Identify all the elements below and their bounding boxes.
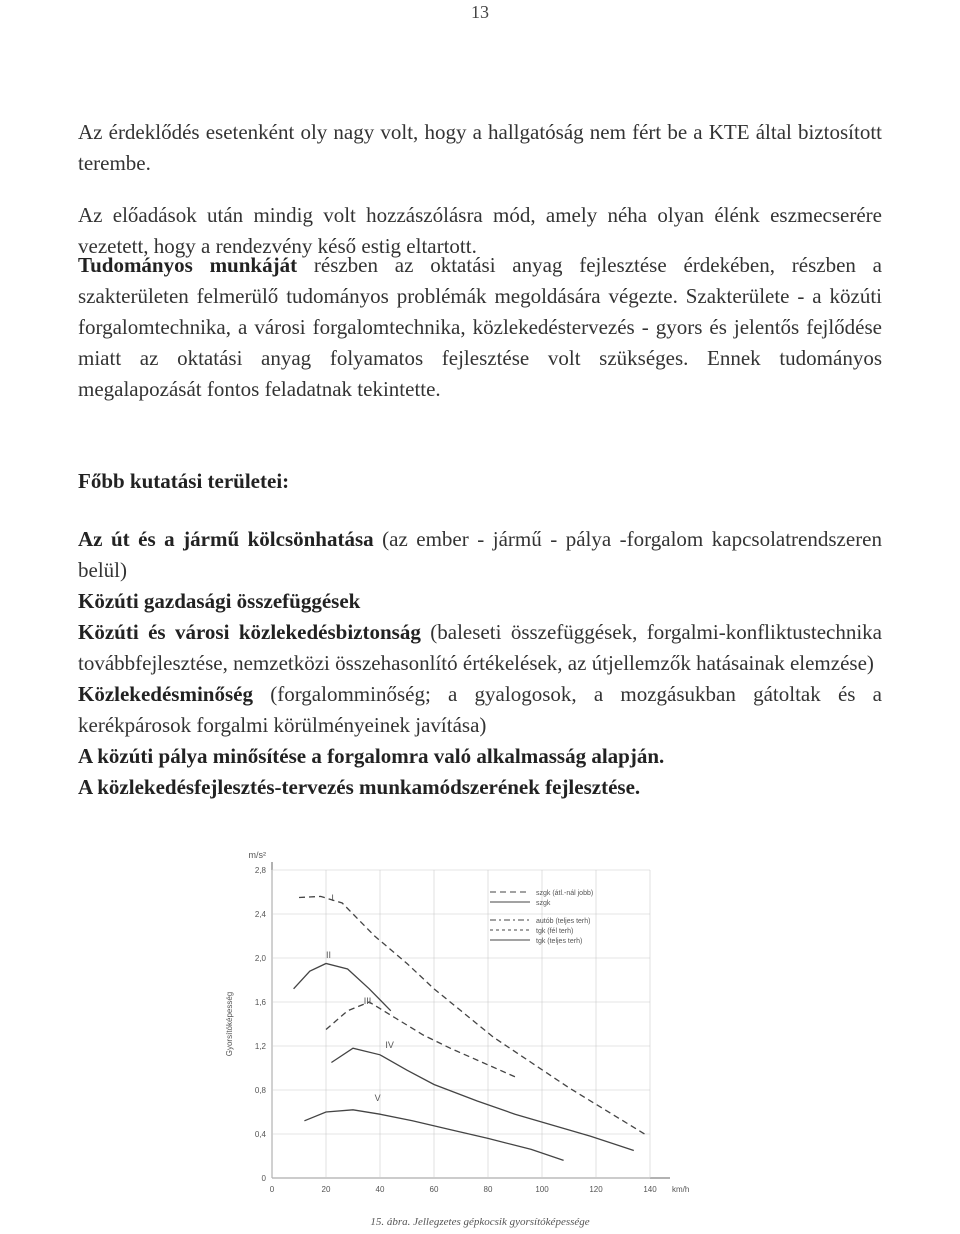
curve-annotation: IV bbox=[385, 1040, 394, 1051]
y-tick-label: 2,0 bbox=[254, 954, 266, 963]
acceleration-chart bbox=[210, 840, 710, 1214]
topic-title: Közlekedésminőség bbox=[78, 682, 253, 706]
topic-item bbox=[78, 741, 882, 772]
topic-item bbox=[78, 772, 882, 803]
curve-annotation: III bbox=[363, 996, 372, 1007]
topic-detail: (baleseti összefüggések, forgalmi-konfliktustechnika továbbfejlesztése, nemzetközi összehasonlító értékelések, az útjellemzők hatásainak elemzése) bbox=[78, 620, 882, 675]
y-tick-label: 2,8 bbox=[254, 866, 266, 875]
topic-detail: (az ember - jármű - pálya -forgalom kapcsolatrendszeren belül) bbox=[78, 527, 883, 582]
y-axis-label: Gyorsítóképesség bbox=[225, 991, 234, 1057]
topic-detail: (forgalomminőség; a gyalogosok, a mozgásukban gátoltak és a kerékpárosok forgalmi körülményeinek javítása) bbox=[78, 682, 882, 737]
legend-label: szgk (átl.-nál jobb) bbox=[536, 890, 594, 897]
x-tick-label: 60 bbox=[429, 1185, 439, 1194]
legend-label: tgk (teljes terh) bbox=[536, 938, 583, 945]
topic-title: A közlekedésfejlesztés-tervezés munkamódszerének fejlesztése. bbox=[78, 775, 641, 799]
topic-item bbox=[78, 586, 882, 617]
y-tick-label: 0,8 bbox=[254, 1086, 266, 1095]
research-lead: Tudományos munkáját bbox=[78, 253, 298, 277]
research-text: részben az oktatási anyag fejlesztése érdekében, részben a szakterületen felmerülő tudományos problémák megoldására végezte. Szakterülete - a közúti forgalomtechnika, a városi forgalomtechnika, közlekedéstervezés - gyors és jelentős fejlődése miatt az oktatási anyag folyamatos fejlesztése volt szükséges. Ennek tudományos megalapozását fontos feladatnak tekintette. bbox=[78, 253, 882, 401]
research-areas-list bbox=[78, 524, 882, 803]
series-line bbox=[294, 964, 391, 1011]
intro-line-1: Az érdeklődés esetenként oly nagy volt, hogy a hallgatóság nem fért be a KTE által biztosított terembe. bbox=[78, 120, 882, 175]
x-tick-label: 0 bbox=[269, 1185, 275, 1194]
x-tick-label: 100 bbox=[535, 1185, 549, 1194]
legend-label: szgk bbox=[536, 900, 551, 907]
x-unit-label: km/h bbox=[672, 1185, 690, 1194]
y-tick-label: 0,4 bbox=[254, 1130, 266, 1139]
subheading-text: Főbb kutatási területei: bbox=[78, 469, 290, 493]
y-unit-label: m/s² bbox=[248, 850, 266, 860]
topic-item bbox=[78, 524, 882, 586]
x-tick-label: 80 bbox=[483, 1185, 493, 1194]
y-tick-label: 2,4 bbox=[254, 910, 266, 919]
y-tick-label: 1,6 bbox=[254, 998, 266, 1007]
curve-annotation: V bbox=[374, 1093, 381, 1103]
topic-item bbox=[78, 679, 882, 741]
y-tick-label: 0 bbox=[261, 1174, 266, 1183]
topic-item bbox=[78, 617, 882, 679]
page-number: 13 bbox=[471, 2, 489, 22]
figure-caption bbox=[0, 1216, 960, 1228]
legend-label: autób (teljes terh) bbox=[536, 918, 591, 925]
curve-annotation: II bbox=[326, 950, 332, 960]
topic-title: Az út és a jármű kölcsönhatása bbox=[78, 527, 374, 551]
x-tick-label: 40 bbox=[375, 1185, 385, 1194]
x-tick-label: 140 bbox=[643, 1185, 657, 1194]
research-areas-heading bbox=[78, 466, 882, 497]
figure-caption-number: 15. ábra. bbox=[370, 1216, 411, 1228]
topic-title: Közúti gazdasági összefüggések bbox=[78, 589, 361, 613]
topic-title: A közúti pálya minősítése a forgalomra való alkalmasság alapján. bbox=[78, 744, 665, 768]
research-paragraph bbox=[78, 250, 882, 405]
x-tick-label: 120 bbox=[589, 1185, 603, 1194]
curve-annotation: I bbox=[331, 892, 334, 903]
series-line bbox=[326, 1002, 515, 1077]
figure-caption-text: Jellegzetes gépkocsik gyorsítóképessége bbox=[413, 1216, 590, 1228]
intro-line-2: Az előadások után mindig volt hozzászólásra mód, amely néha olyan élénk eszmecserére vezetett, hogy a rendezvény késő estig eltartott. bbox=[78, 203, 882, 258]
x-tick-label: 20 bbox=[321, 1185, 331, 1194]
y-tick-label: 1,2 bbox=[254, 1042, 266, 1051]
legend-label: tgk (fél terh) bbox=[536, 928, 574, 935]
topic-title: Közúti és városi közlekedésbiztonság bbox=[78, 620, 421, 644]
